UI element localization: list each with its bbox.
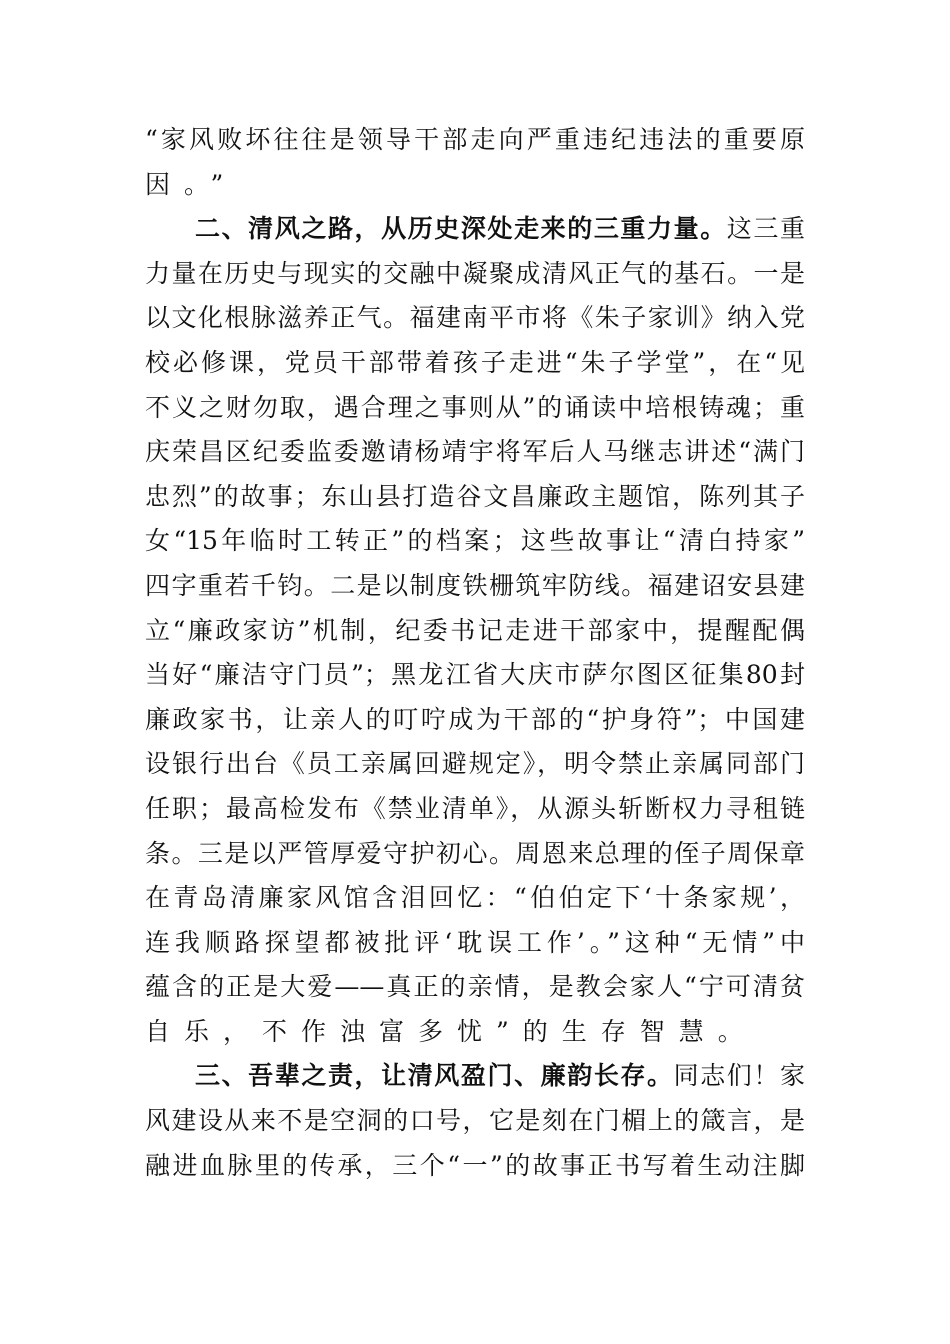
text-line: 当好“廉洁守门员”；黑龙江省大庆市萨尔图区征集80封 bbox=[145, 660, 805, 690]
text-line: 女“15年临时工转正”的档案；这些故事让“清白持家” bbox=[145, 526, 805, 556]
text-line: 不义之财勿取，遇合理之事则从”的诵读中培根铸魂；重 bbox=[145, 392, 805, 422]
document-page bbox=[145, 118, 805, 1188]
section-3-first-line bbox=[145, 1054, 805, 1099]
text-line: 条。三是以严管厚爱守护初心。周恩来总理的侄子周保章 bbox=[145, 838, 805, 868]
text-line: “家风败坏往往是领导干部走向严重违纪违法的重要原 bbox=[145, 125, 805, 154]
text-line: 风建设从来不是空洞的口号，它是刻在门楣上的箴言，是 bbox=[145, 1106, 805, 1136]
section-2-first-line bbox=[145, 207, 805, 252]
text-line: 庆荣昌区纪委监委邀请杨靖宇将军后人马继志讲述“满门 bbox=[145, 437, 805, 467]
text-line: 在青岛清廉家风馆含泪回忆：“伯伯定下‘十条家规’， bbox=[145, 883, 805, 913]
section-heading-3: 三、吾辈之责，让清风盈门、廉韵长存。 bbox=[195, 1061, 674, 1091]
text-line: 连我顺路探望都被批评‘耽误工作’。”这种“无情”中 bbox=[145, 927, 805, 957]
text-line: 蕴含的正是大爱——真正的亲情，是教会家人“宁可清贫 bbox=[145, 972, 805, 1002]
text-line: 因。” bbox=[145, 169, 238, 199]
text-line: 立“廉政家访”机制，纪委书记走进干部家中，提醒配偶 bbox=[145, 615, 805, 645]
text-line: 融进血脉里的传承，三个“一”的故事正书写着生动注脚 bbox=[145, 1150, 805, 1180]
text-line: 廉政家书，让亲人的叮咛成为干部的“护身符”；中国建 bbox=[145, 704, 805, 734]
text-line: 力量在历史与现实的交融中凝聚成清风正气的基石。一是 bbox=[145, 258, 805, 288]
section-heading-2: 二、清风之路，从历史深处走来的三重力量。 bbox=[195, 214, 727, 244]
text-line: 任职；最高检发布《禁业清单》，从源头斩断权力寻租链 bbox=[145, 793, 805, 823]
text-line: 四字重若千钧。二是以制度铁栅筑牢防线。福建诏安县建 bbox=[145, 570, 805, 600]
text-line: 校必修课，党员干部带着孩子走进“朱子学堂”，在“见 bbox=[145, 347, 805, 377]
text-run: 同志们！家 bbox=[673, 1061, 805, 1091]
text-line: 设银行出台《员工亲属回避规定》，明令禁止亲属同部门 bbox=[145, 749, 805, 779]
text-line: 以文化根脉滋养正气。福建南平市将《朱子家训》纳入党 bbox=[145, 303, 805, 333]
text-line: 忠烈”的故事；东山县打造谷文昌廉政主题馆，陈列其子 bbox=[145, 481, 805, 511]
text-run: 这三重 bbox=[726, 214, 805, 244]
text-line: 自乐，不作浊富多忧”的生存智慧。 bbox=[145, 1016, 757, 1046]
